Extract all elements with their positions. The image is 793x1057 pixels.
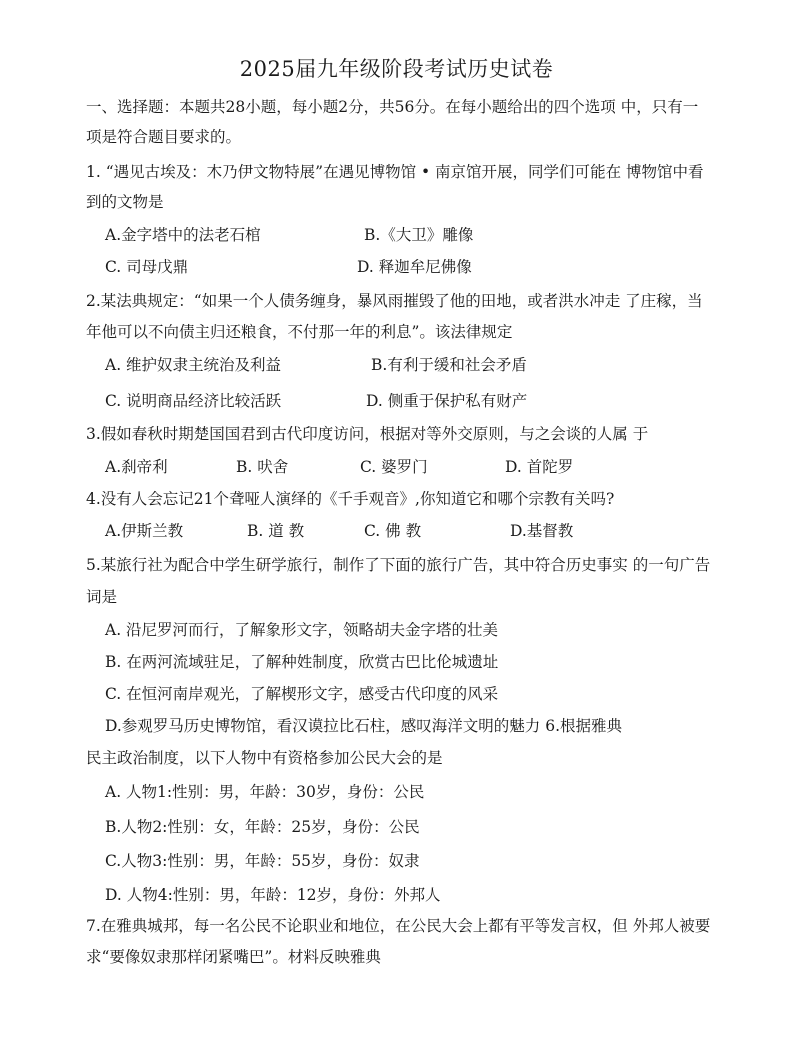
question-3-option-b: B. 吠舍 bbox=[236, 458, 289, 476]
section-instruction-line-1: 一、选择题：本题共28小题，每小题2分，共56分。在每小题给出的四个选项 中，只有一 bbox=[86, 98, 699, 116]
question-3-option-a: A.刹帝利 bbox=[105, 458, 168, 476]
question-4-option-c: C. 佛 教 bbox=[364, 522, 422, 540]
question-1-stem-line-2: 到的文物是 bbox=[86, 193, 164, 211]
question-4-stem-line-1: 4.没有人会忘记21个聋哑人演绎的《千手观音》,你知道它和哪个宗教有关吗? bbox=[86, 490, 615, 508]
question-5-option-d: D.参观罗马历史博物馆，看汉谟拉比石柱，感叹海洋文明的魅力 6.根据雅典 bbox=[105, 717, 623, 735]
question-5-option-a: A. 沿尼罗河而行，了解象形文字，领略胡夫金字塔的壮美 bbox=[105, 621, 499, 639]
question-7-stem-line-1: 7.在雅典城邦，每一名公民不论职业和地位，在公民大会上都有平等发言权，但 外邦人被要 bbox=[86, 917, 711, 935]
question-5-stem-line-1: 5.某旅行社为配合中学生研学旅行，制作了下面的旅行广告，其中符合历史事实 的一句广告 bbox=[86, 556, 711, 574]
question-2-option-b: B.有利于缓和社会矛盾 bbox=[371, 356, 527, 374]
question-2-option-c: C. 说明商品经济比较活跃 bbox=[105, 392, 282, 410]
question-1-option-b: B.《大卫》雕像 bbox=[364, 226, 474, 244]
question-5-option-c: C. 在恒河南岸观光，了解楔形文字，感受古代印度的风采 bbox=[105, 685, 499, 703]
question-6-option-c: C.人物3:性别：男，年龄：55岁，身份：奴隶 bbox=[105, 852, 420, 870]
question-2-option-d: D. 侧重于保护私有财产 bbox=[366, 392, 528, 410]
question-3-stem-line-1: 3.假如春秋时期楚国国君到古代印度访问，根据对等外交原则，与之会谈的人属 于 bbox=[86, 425, 649, 443]
section-instruction-line-2: 项是符合题目要求的。 bbox=[86, 128, 242, 146]
question-1-option-d: D. 释迦牟尼佛像 bbox=[357, 258, 472, 276]
question-4-option-d: D.基督教 bbox=[510, 522, 574, 540]
question-2-stem-line-2: 年他可以不向债主归还粮食，不付那一年的利息”。该法律规定 bbox=[86, 323, 513, 341]
question-5-option-b: B. 在两河流域驻足，了解种姓制度，欣赏古巴比伦城遗址 bbox=[105, 653, 499, 671]
question-7-stem-line-2: 求“要像奴隶那样闭紧嘴巴”。材料反映雅典 bbox=[86, 948, 381, 966]
question-6-option-a: A. 人物1:性别：男，年龄：30岁，身份：公民 bbox=[105, 783, 425, 801]
question-6-option-b: B.人物2:性别：女，年龄：25岁，身份：公民 bbox=[105, 818, 420, 836]
question-6-option-d: D. 人物4:性别：男，年龄：12岁，身份：外邦人 bbox=[105, 886, 441, 904]
page-title: 2025届九年级阶段考试历史试卷 bbox=[239, 57, 554, 81]
question-1-option-c: C. 司母戊鼎 bbox=[105, 258, 189, 276]
question-4-option-a: A.伊斯兰教 bbox=[105, 522, 184, 540]
question-5-stem-line-2: 词是 bbox=[86, 588, 118, 606]
question-2-option-a: A. 维护奴隶主统治及利益 bbox=[105, 356, 282, 374]
question-4-option-b: B. 道 教 bbox=[247, 522, 305, 540]
question-1-option-a: A.金字塔中的法老石棺 bbox=[105, 226, 261, 244]
question-1-stem-line-1: 1. “遇见古埃及：木乃伊文物特展”在遇见博物馆 • 南京馆开展，同学们可能在 博物馆中看 bbox=[86, 163, 704, 181]
question-6-stem-line-2: 民主政治制度，以下人物中有资格参加公民大会的是 bbox=[86, 749, 443, 767]
question-3-option-d: D. 首陀罗 bbox=[505, 458, 574, 476]
question-2-stem-line-1: 2.某法典规定：“如果一个人债务缠身，暴风雨摧毁了他的田地，或者洪水冲走 了庄稼，当 bbox=[86, 292, 703, 310]
question-3-option-c: C. 婆罗门 bbox=[360, 458, 428, 476]
